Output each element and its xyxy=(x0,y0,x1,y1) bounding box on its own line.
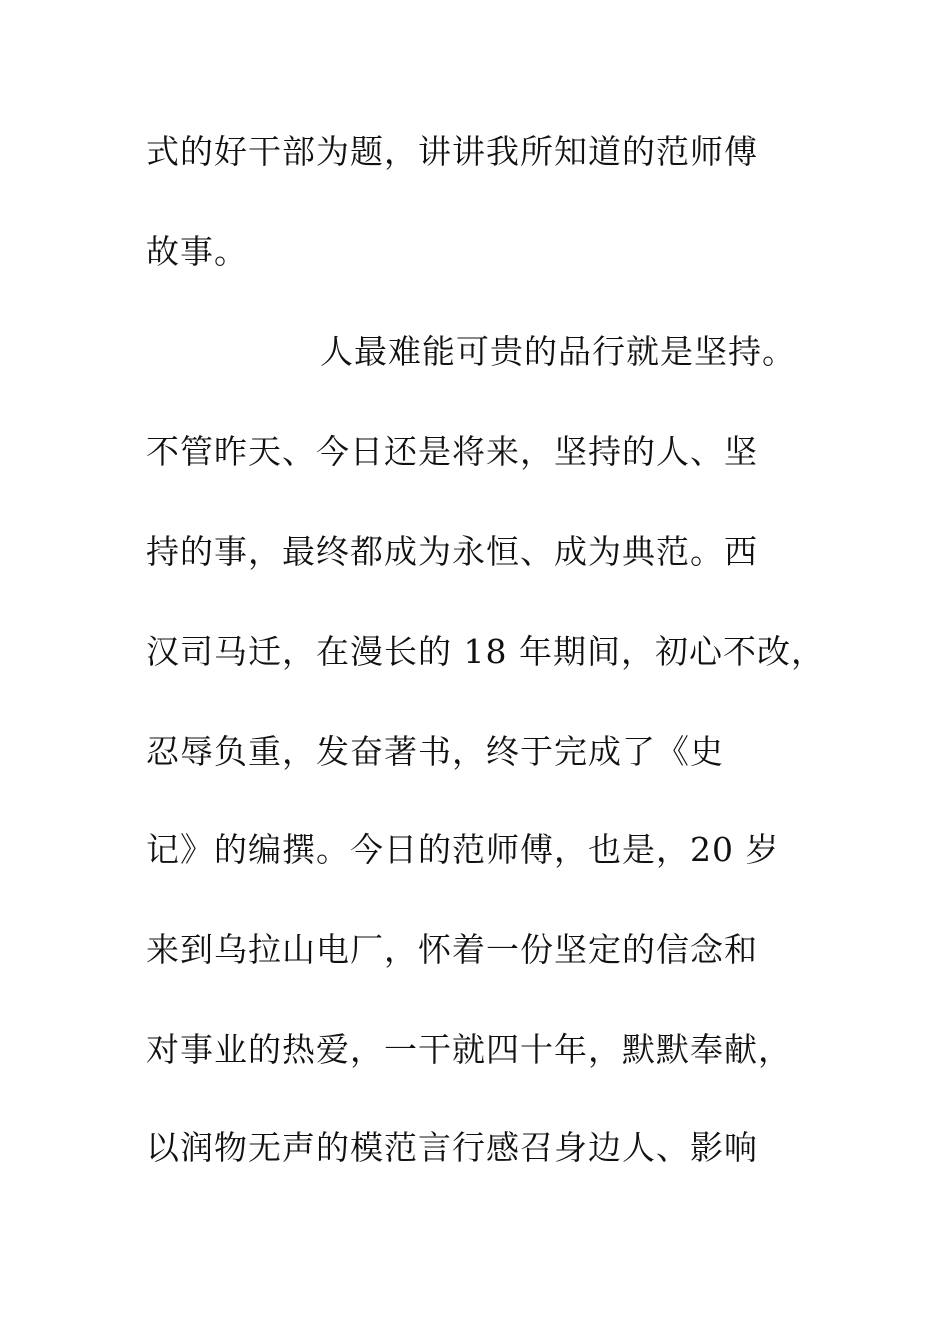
text-line: 不管昨天、今日还是将来，坚持的人、坚 xyxy=(146,432,758,471)
text-line: 式的好干部为题，讲讲我所知道的范师傅 xyxy=(146,132,758,171)
text-line: 汉司马迁，在漫长的 18 年期间，初心不改， xyxy=(146,632,825,671)
text-line: 对事业的热爱，一干就四十年，默默奉献， xyxy=(146,1030,792,1069)
text-line: 忍辱负重，发奋著书，终于完成了《史 xyxy=(146,732,724,771)
text-line: 来到乌拉山电厂，怀着一份坚定的信念和 xyxy=(146,930,758,969)
text-line: 记》的编撰。今日的范师傅，也是，20 岁 xyxy=(146,830,780,869)
text-line: 以润物无声的模范言行感召身边人、影响 xyxy=(146,1128,758,1167)
text-line: 持的事，最终都成为永恒、成为典范。西 xyxy=(146,532,758,571)
text-line: 故事。 xyxy=(146,232,248,271)
paragraph-first-line: 人最难能可贵的品行就是坚持。 xyxy=(320,332,796,371)
